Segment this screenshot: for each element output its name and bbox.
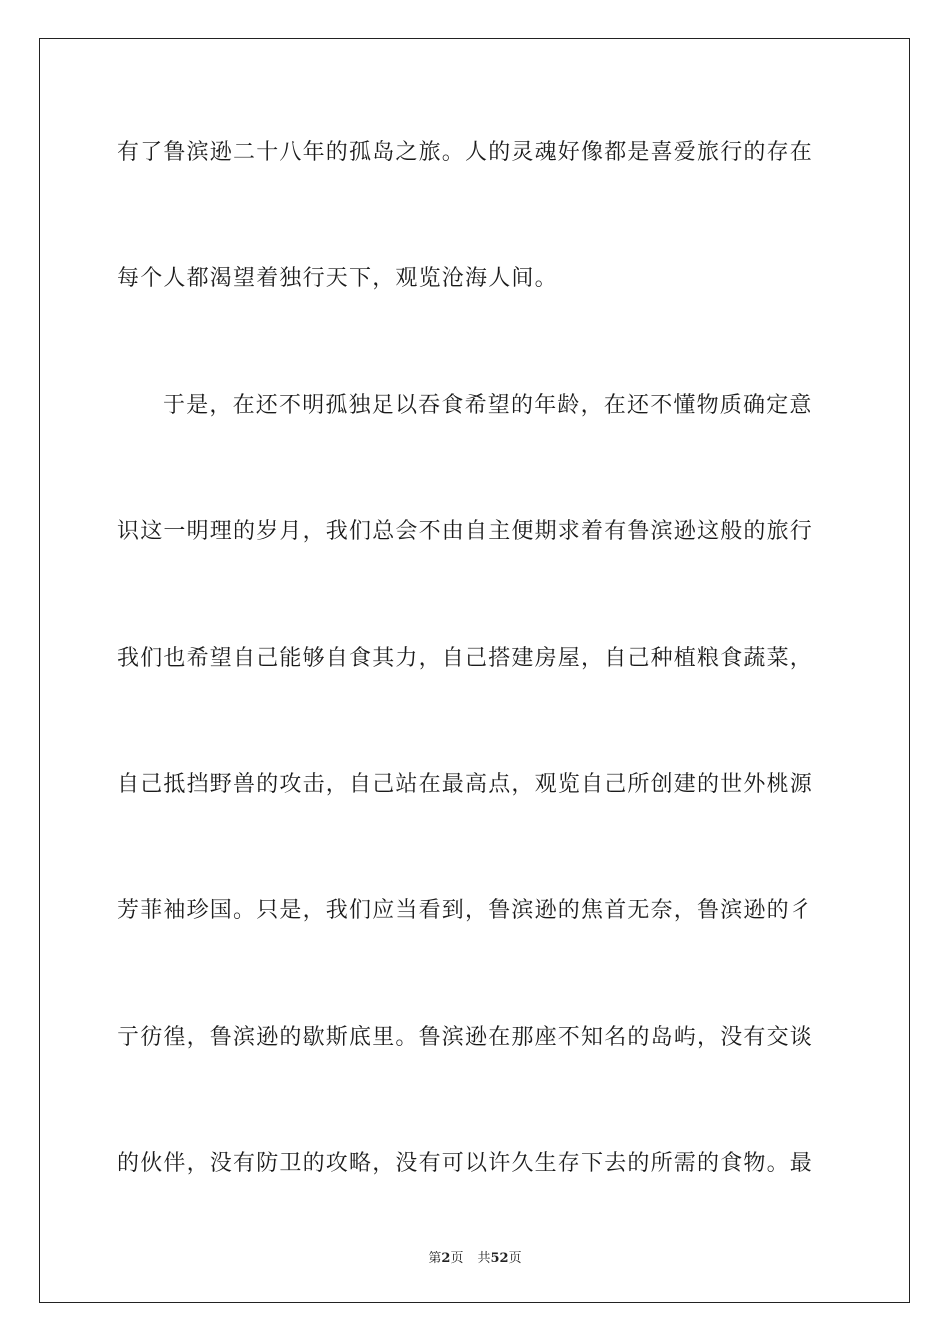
text-line: 芳菲袖珍国。只是，我们应当看到，鲁滨逊的焦首无奈，鲁滨逊的彳 (117, 898, 814, 924)
text-line: 我们也希望自己能够自食其力，自己搭建房屋，自己种植粮食蔬菜， (117, 645, 814, 671)
page-suffix: 页 (450, 1251, 464, 1266)
page-number: 2 (441, 1251, 451, 1266)
text-line: 每个人都渴望着独行天下，观览沧海人间。 (117, 266, 558, 292)
text-line: 有了鲁滨逊二十八年的孤岛之旅。人的灵魂好像都是喜爱旅行的存在 (117, 140, 814, 165)
text-line: 识这一明理的岁月，我们总会不由自主便期求着有鲁滨逊这般的旅行 (117, 519, 814, 545)
page-prefix: 第 (428, 1251, 442, 1266)
total-prefix: 共 (477, 1251, 491, 1266)
document-body (117, 133, 833, 1271)
total-pages: 52 (490, 1251, 509, 1266)
page-footer (0, 1247, 950, 1266)
text-line-paragraph-start: 于是，在还不明孤独足以吞食希望的年龄，在还不懂物质确定意 (163, 392, 813, 418)
text-line: 亍彷徨，鲁滨逊的歇斯底里。鲁滨逊在那座不知名的岛屿，没有交谈 (117, 1024, 814, 1050)
text-line: 的伙伴，没有防卫的攻略，没有可以许久生存下去的所需的食物。最 (117, 1151, 814, 1177)
total-suffix: 页 (508, 1251, 522, 1266)
text-line: 自己抵挡野兽的攻击，自己站在最高点，观览自己所创建的世外桃源 (117, 771, 814, 797)
